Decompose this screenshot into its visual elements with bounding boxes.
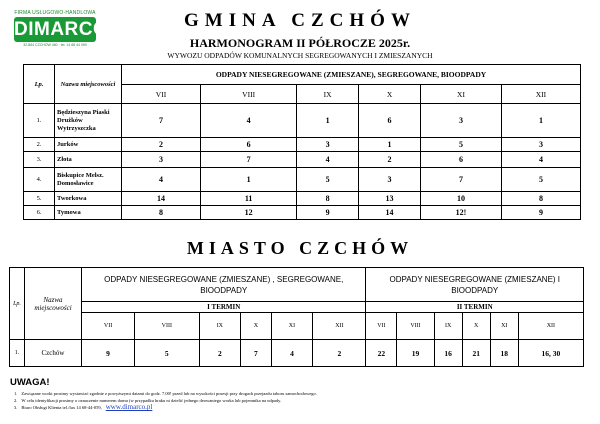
date-cell: 1 bbox=[297, 104, 359, 138]
row-lp: 1. bbox=[24, 104, 55, 138]
date-cell: 6 bbox=[421, 152, 502, 168]
row-name: Jurków bbox=[55, 138, 122, 152]
date-cell: 4 bbox=[122, 168, 201, 192]
page-subtitle: HARMONOGRAM II PÓŁROCZE 2025r. bbox=[189, 36, 411, 50]
month-header: XII bbox=[313, 313, 366, 340]
note-item: 2. W celu identyfikacji prosimy o oznaczenie numerem domu (w przypadku braku ni dzielić jednego deowaniego worka lub pojemnika na odpady. bbox=[14, 398, 282, 403]
date-cell: 8 bbox=[122, 206, 201, 220]
date-cell: 9 bbox=[297, 206, 359, 220]
date-cell: 1 bbox=[501, 104, 580, 138]
month-header: X bbox=[241, 313, 271, 340]
date-cell: 3 bbox=[358, 168, 420, 192]
note-item: 1. Zawiązane worki prosimy wystawiać zgodnie z powyższymi datami do godz. 7.00! przed lub na wysokości posesji przy drogach przejazdu taboru samochodowego. bbox=[14, 391, 317, 396]
row-name: Złota bbox=[55, 152, 122, 168]
logo-top-text: FIRMA USŁUGOWO-HANDLOWA bbox=[14, 10, 96, 16]
date-cell: 5 bbox=[421, 138, 502, 152]
col-name: Nazwa miejscowości bbox=[55, 65, 122, 104]
page-title: GMINA CZCHÓW bbox=[184, 10, 416, 31]
date-cell: 7 bbox=[421, 168, 502, 192]
table-row bbox=[24, 168, 581, 192]
date-cell: 3 bbox=[122, 152, 201, 168]
month-header: XI bbox=[271, 313, 313, 340]
date-cell: 2 bbox=[358, 152, 420, 168]
note-text: W celu identyfikacji prosimy o oznaczenie numerem domu (w przypadku braku ni dzielić jednego deowaniego worka lub pojemnika na odpady. bbox=[21, 398, 282, 403]
date-cell: 4 bbox=[297, 152, 359, 168]
uwaga-heading: UWAGA! bbox=[10, 377, 50, 388]
row-lp: 5. bbox=[24, 192, 55, 206]
website-link[interactable]: www.dimarco.pl bbox=[105, 403, 153, 411]
date-cell: 5 bbox=[297, 168, 359, 192]
row-name: Tworkowa bbox=[55, 192, 122, 206]
month-header: IX bbox=[434, 313, 462, 340]
row-lp: 3. bbox=[24, 152, 55, 168]
row-lp: 2. bbox=[24, 138, 55, 152]
month-header: XII bbox=[501, 85, 580, 104]
date-cell: 22 bbox=[366, 340, 397, 367]
date-cell: 5 bbox=[135, 340, 199, 367]
date-cell: 4 bbox=[501, 152, 580, 168]
date-cell: 13 bbox=[358, 192, 420, 206]
date-cell: 8 bbox=[501, 192, 580, 206]
date-cell: 9 bbox=[82, 340, 135, 367]
logo-brand: DIMARCO bbox=[14, 19, 109, 40]
month-header: XII bbox=[518, 313, 583, 340]
date-cell: 2 bbox=[199, 340, 241, 367]
col-lp: Lp. bbox=[24, 65, 55, 104]
footer-notes bbox=[14, 390, 584, 411]
date-cell: 3 bbox=[297, 138, 359, 152]
term1-header: I TERMIN bbox=[82, 302, 366, 313]
date-cell: 21 bbox=[462, 340, 490, 367]
date-cell: 1 bbox=[200, 168, 296, 192]
table-row bbox=[24, 206, 581, 220]
month-header: X bbox=[462, 313, 490, 340]
date-cell: 14 bbox=[122, 192, 201, 206]
page-description: WYWOZU ODPADÓW KOMUNALNYCH SEGREGOWANYCH I ZMIESZANYCH bbox=[167, 51, 433, 60]
month-header: IX bbox=[199, 313, 241, 340]
term2-header: II TERMIN bbox=[366, 302, 584, 313]
table-row bbox=[24, 104, 581, 138]
date-cell: 2 bbox=[313, 340, 366, 367]
gmina-schedule-table bbox=[23, 64, 581, 220]
row-lp: 1. bbox=[10, 340, 25, 367]
row-name: Będzieszyna Piaski Drużków Wytrzyszczka bbox=[55, 104, 122, 138]
month-header: VII bbox=[122, 85, 201, 104]
date-cell: 18 bbox=[490, 340, 518, 367]
logo-bottom-text: 32-864 CZCHÓW 460 · tel. 14 68 44 059 bbox=[23, 43, 87, 47]
date-cell: 5 bbox=[501, 168, 580, 192]
date-cell: 2 bbox=[122, 138, 201, 152]
month-header: XI bbox=[421, 85, 502, 104]
date-cell: 7 bbox=[241, 340, 271, 367]
date-cell: 7 bbox=[122, 104, 201, 138]
group1-header: ODPADY NIESEGREGOWANE (ZMIESZANE) , SEGREGOWANE, BIOODPADY bbox=[82, 268, 366, 302]
row-lp: 4. bbox=[24, 168, 55, 192]
miasto-schedule-table bbox=[9, 267, 584, 367]
table-row bbox=[10, 340, 584, 367]
group2-header: ODPADY NIESEGREGOWANE (ZMIESZANE) I BIOODPADY bbox=[366, 268, 584, 302]
group-header: ODPADY NIESEGREGOWANE (ZMIESZANE), SEGREGOWANE, BIOODPADY bbox=[122, 65, 581, 85]
month-header: VII bbox=[82, 313, 135, 340]
row-name: Tymowa bbox=[55, 206, 122, 220]
table-row bbox=[24, 138, 581, 152]
date-cell: 10 bbox=[421, 192, 502, 206]
date-cell: 6 bbox=[358, 104, 420, 138]
date-cell: 4 bbox=[200, 104, 296, 138]
date-cell: 16, 30 bbox=[518, 340, 583, 367]
month-header: VIII bbox=[397, 313, 434, 340]
month-header: IX bbox=[297, 85, 359, 104]
date-cell: 19 bbox=[397, 340, 434, 367]
date-cell: 4 bbox=[271, 340, 313, 367]
date-cell: 9 bbox=[501, 206, 580, 220]
date-cell: 12! bbox=[421, 206, 502, 220]
miasto-title: MIASTO CZCHÓW bbox=[186, 238, 414, 258]
month-header: VIII bbox=[135, 313, 199, 340]
date-cell: 6 bbox=[200, 138, 296, 152]
date-cell: 7 bbox=[200, 152, 296, 168]
month-header: VII bbox=[366, 313, 397, 340]
date-cell: 12 bbox=[200, 206, 296, 220]
month-header: X bbox=[358, 85, 420, 104]
table-row bbox=[24, 152, 581, 168]
col-lp: Lp. bbox=[10, 268, 25, 340]
col-name: Nazwa miejscowości bbox=[25, 268, 82, 340]
table-row bbox=[24, 192, 581, 206]
note-text: Biuro Obsługi Klienta tel./fax 14 68-44-059, bbox=[21, 405, 102, 410]
date-cell: 3 bbox=[501, 138, 580, 152]
date-cell: 1 bbox=[358, 138, 420, 152]
date-cell: 14 bbox=[358, 206, 420, 220]
month-header: XI bbox=[490, 313, 518, 340]
note-item: 3. Biuro Obsługi Klienta tel./fax 14 68-44-059, www.dimarco.pl bbox=[14, 403, 153, 411]
month-header: VIII bbox=[200, 85, 296, 104]
note-text: Zawiązane worki prosimy wystawiać zgodnie z powyższymi datami do godz. 7.00! przed lub na wysokości posesji przy drogach przejazdu taboru samochodowego. bbox=[21, 391, 317, 396]
date-cell: 8 bbox=[297, 192, 359, 206]
date-cell: 16 bbox=[434, 340, 462, 367]
row-lp: 6. bbox=[24, 206, 55, 220]
date-cell: 3 bbox=[421, 104, 502, 138]
row-name: Czchów bbox=[25, 340, 82, 367]
date-cell: 11 bbox=[200, 192, 296, 206]
row-name: Biskupice Melsz. Domosławice bbox=[55, 168, 122, 192]
